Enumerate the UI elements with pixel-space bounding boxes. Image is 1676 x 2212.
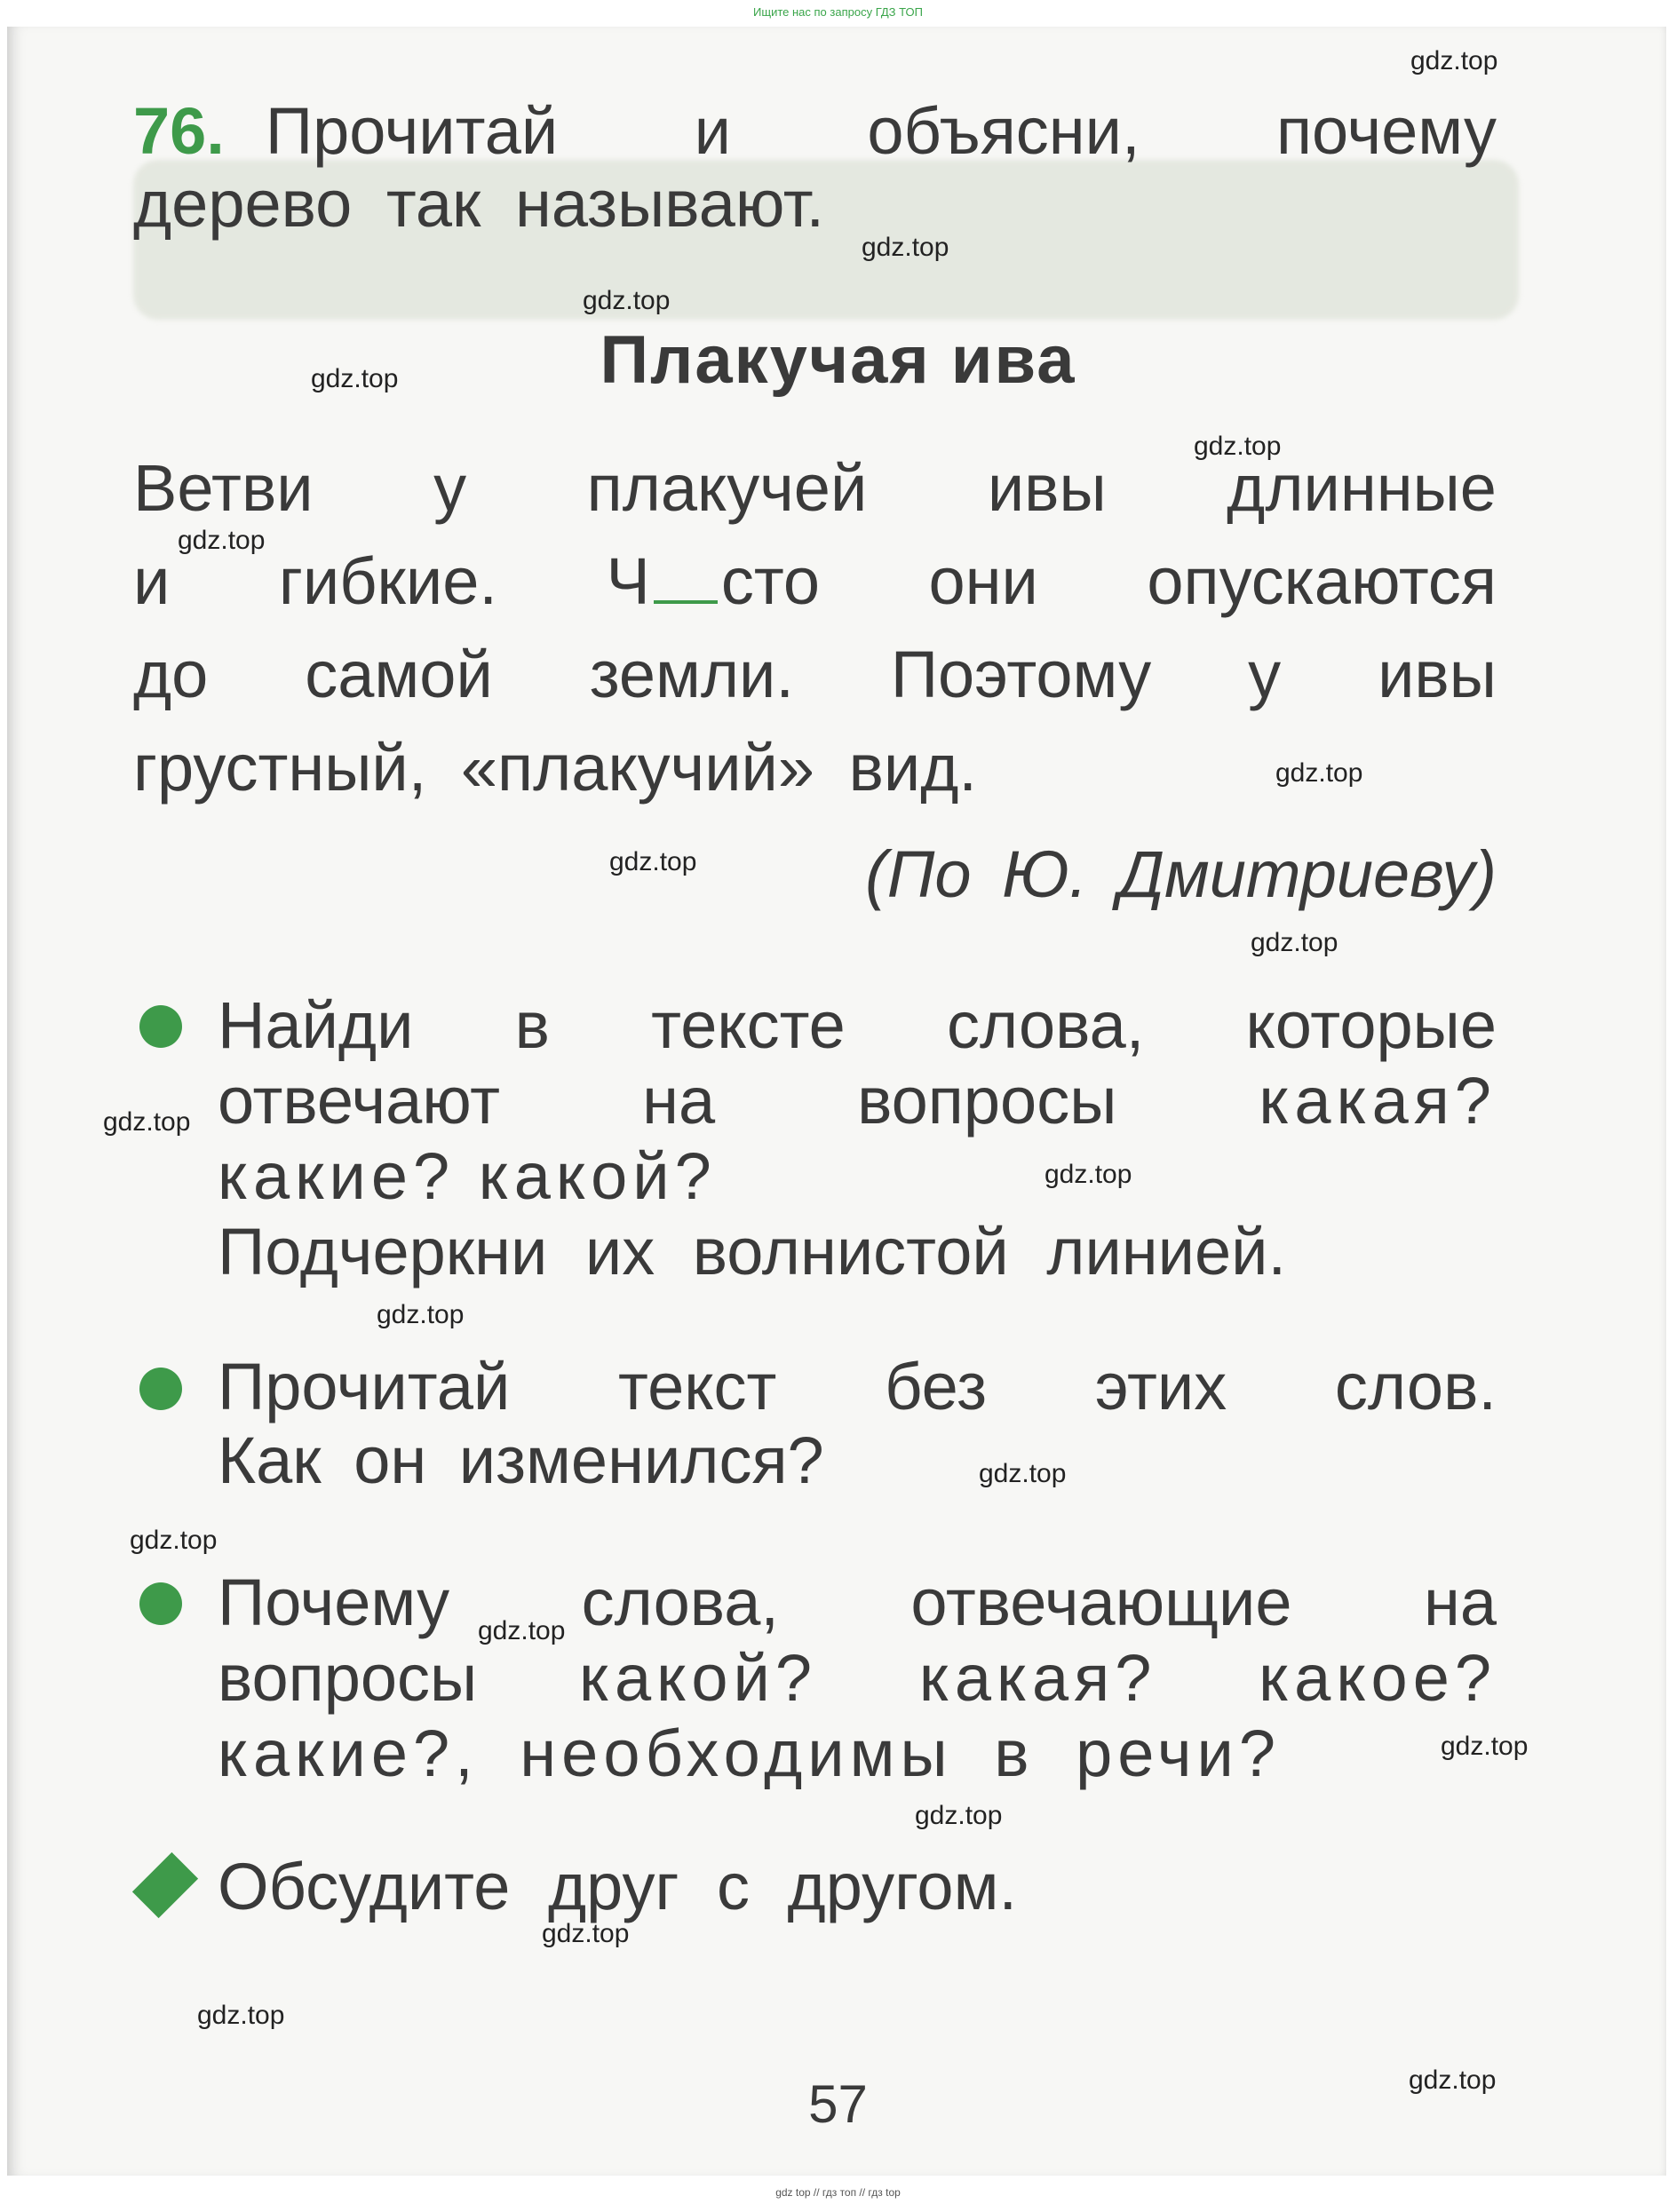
missing-letter-blank[interactable]	[654, 600, 718, 604]
watermark: gdz.top	[542, 1919, 630, 1948]
watermark: gdz.top	[478, 1616, 566, 1645]
watermark: gdz.top	[862, 233, 949, 262]
exercise-number: 76.	[133, 94, 225, 168]
text-author: (По Ю. Дмитриеву)	[865, 837, 1497, 911]
watermark: gdz.top	[1409, 2065, 1497, 2095]
text-line1: Ветви у плакучей ивы длинные	[133, 451, 1497, 525]
task3-line3: какие?, необходимы в речи?	[218, 1716, 1282, 1790]
text-line3: до самой земли. Поэтому у ивы	[133, 638, 1497, 711]
bottom-banner: gdz top // гдз топ // гдз top	[775, 2186, 901, 2199]
task2-line1: Прочитай текст без этих слов.	[218, 1350, 1497, 1423]
task-bullet-1	[139, 1005, 182, 1048]
top-banner: Ищите нас по запросу ГДЗ ТОП	[753, 5, 923, 19]
task1-line1: Найди в тексте слова, которые	[218, 988, 1497, 1062]
watermark: gdz.top	[377, 1300, 465, 1329]
watermark: gdz.top	[1275, 758, 1363, 788]
watermark: gdz.top	[311, 364, 399, 393]
exercise-instruction-line1: 76. Прочитай и объясни, почему	[133, 94, 1497, 168]
watermark: gdz.top	[130, 1526, 218, 1555]
watermark: gdz.top	[1441, 1732, 1529, 1761]
task1-line2: отвечают на вопросы какая?	[218, 1064, 1497, 1138]
text-line4: грустный, «плакучий» вид.	[133, 731, 977, 805]
task2-line2: Как он изменился?	[218, 1423, 824, 1497]
watermark: gdz.top	[178, 526, 266, 555]
watermark: gdz.top	[1410, 46, 1498, 75]
watermark: gdz.top	[609, 847, 697, 876]
task-bullet-3	[139, 1582, 182, 1625]
exercise-instruction-line2: дерево так называют.	[133, 167, 825, 241]
watermark: gdz.top	[979, 1459, 1067, 1488]
task-bullet-2	[139, 1368, 182, 1410]
watermark: gdz.top	[583, 286, 671, 315]
task3-line2: вопросы какой? какая? какое?	[218, 1641, 1497, 1715]
watermark: gdz.top	[103, 1107, 191, 1137]
watermark: gdz.top	[197, 2001, 285, 2030]
task3-line1: Почему слова, отвечающие на	[218, 1566, 1497, 1639]
page-number: 57	[808, 2074, 868, 2134]
text-line2: и гибкие. Ч сто они опускаются	[133, 544, 1497, 618]
watermark: gdz.top	[1251, 928, 1338, 957]
watermark: gdz.top	[1194, 432, 1282, 461]
task1-line3: какие? какой?	[218, 1139, 717, 1213]
watermark: gdz.top	[915, 1801, 1003, 1830]
task1-line4: Подчеркни их волнистой линией.	[218, 1215, 1287, 1288]
word-with-gap: Ч сто	[606, 544, 821, 618]
task4-line1: Обсудите друг с другом.	[218, 1850, 1018, 1923]
watermark: gdz.top	[1045, 1160, 1132, 1189]
text-title: Плакучая ива	[600, 322, 1076, 398]
